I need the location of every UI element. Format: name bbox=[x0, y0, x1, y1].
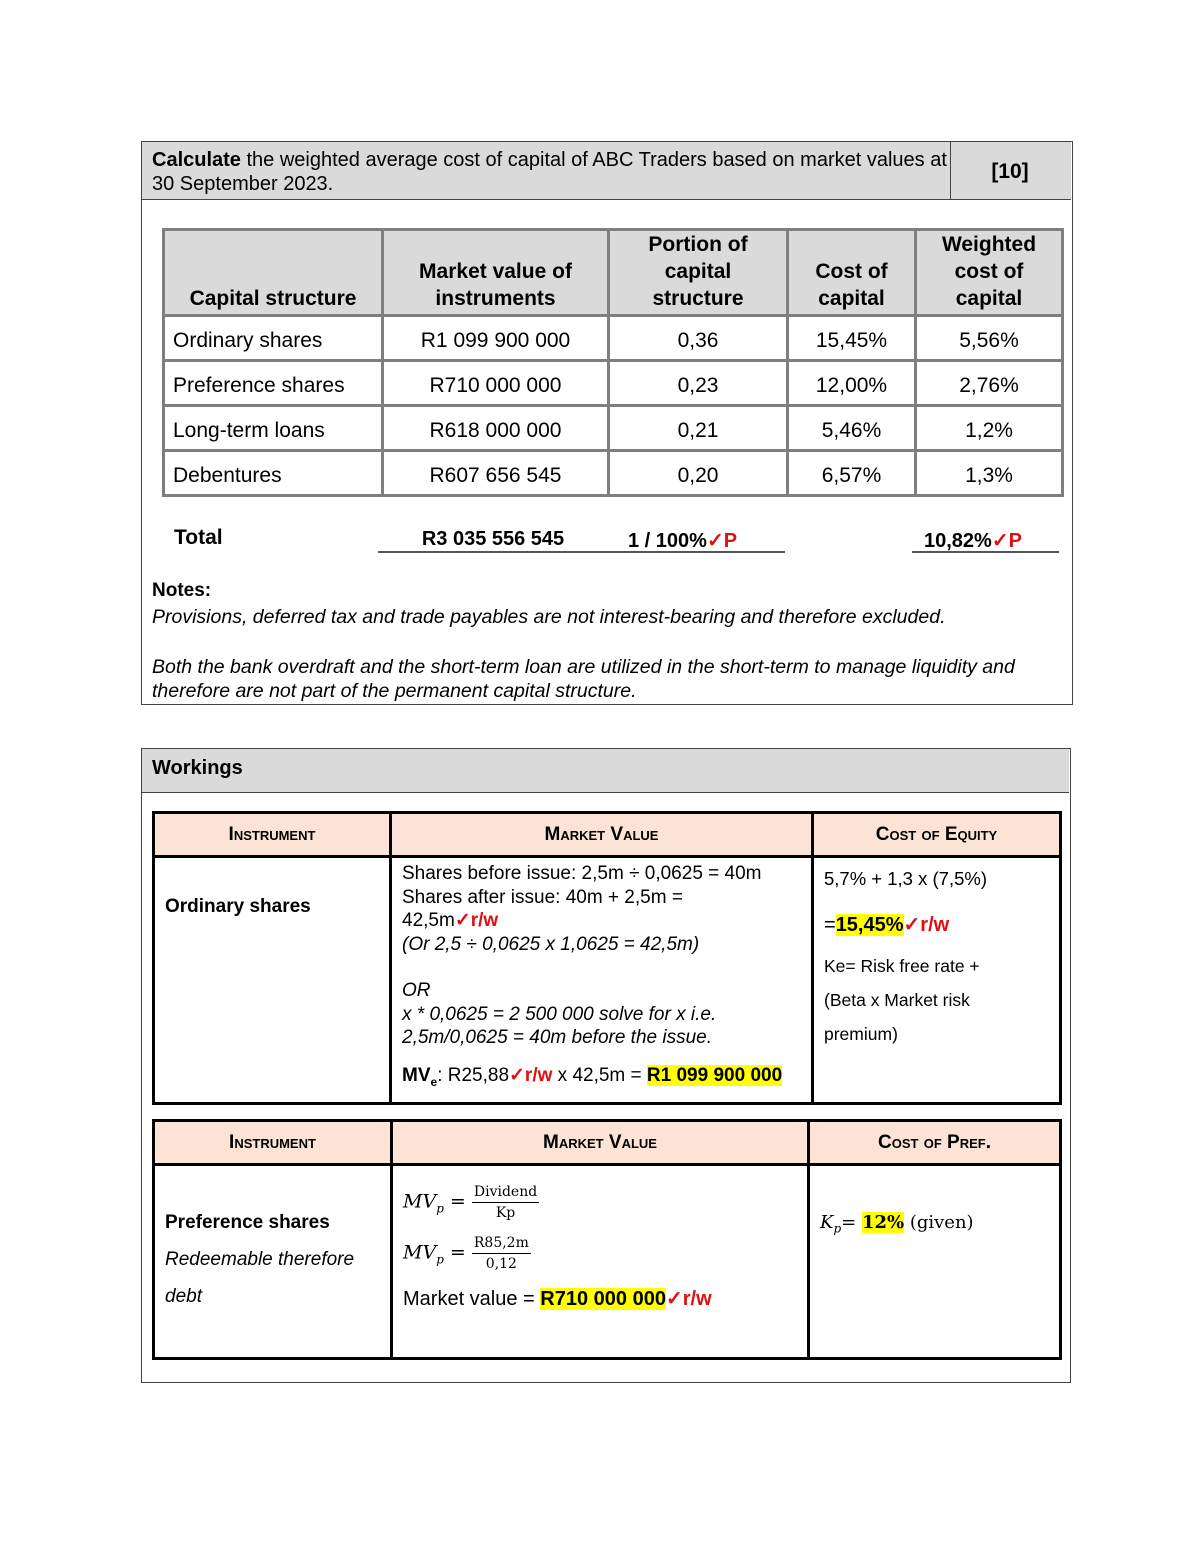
table-header-row bbox=[164, 230, 1063, 316]
row-portion: 0,23 bbox=[609, 361, 788, 406]
row-portion: 0,36 bbox=[609, 316, 788, 361]
header-instrument: Instrument bbox=[154, 1121, 392, 1165]
row-label: Debentures bbox=[164, 451, 383, 496]
table-row bbox=[164, 316, 1063, 361]
capital-structure-table bbox=[162, 228, 1064, 497]
notes-heading: Notes: bbox=[152, 580, 212, 601]
total-label: Total bbox=[174, 526, 223, 549]
header-cost-of-capital: Cost of capital bbox=[788, 230, 916, 316]
market-value-cell bbox=[392, 1165, 809, 1359]
market-value-pref: Market value = R710 000 000✓r/w bbox=[403, 1288, 712, 1310]
check-icon: ✓P bbox=[706, 530, 738, 552]
table-row bbox=[154, 1165, 1061, 1359]
row-cost: 5,46% bbox=[788, 406, 916, 451]
check-icon: ✓r/w bbox=[454, 910, 499, 931]
question-marks: [10] bbox=[991, 160, 1029, 183]
ordinary-shares-table bbox=[152, 811, 1062, 1105]
table-row bbox=[164, 406, 1063, 451]
total-portion-underline bbox=[606, 551, 785, 553]
cost-of-equity-cell: 5,7% + 1,3 x (7,5%) =15,45%✓r/w Ke= Risk free rate + (Beta x Market risk premium) bbox=[813, 857, 1061, 1104]
row-label: Preference shares bbox=[164, 361, 383, 406]
header-instrument: Instrument bbox=[154, 813, 391, 857]
notes-line-2: Both the bank overdraft and the short-term loan are utilized in the short-term to manage liquidity and therefore are not part of the permanent capital structure. bbox=[152, 656, 1015, 702]
row-portion: 0,21 bbox=[609, 406, 788, 451]
check-icon: ✓r/w bbox=[665, 1288, 712, 1310]
table-header-row bbox=[154, 813, 1061, 857]
question-text: Calculate the weighted average cost of capital of ABC Traders based on market values at 30 September 2023. bbox=[152, 149, 947, 195]
header-market-value: Market Value bbox=[391, 813, 813, 857]
row-market-value: R710 000 000 bbox=[383, 361, 609, 406]
check-icon: ✓r/w bbox=[509, 1064, 553, 1086]
row-weighted: 1,3% bbox=[916, 451, 1063, 496]
row-market-value: R1 099 900 000 bbox=[383, 316, 609, 361]
table-row bbox=[164, 451, 1063, 496]
header-portion: Portion of capital structure bbox=[609, 230, 788, 316]
workings-title: Workings bbox=[152, 757, 243, 779]
table-row bbox=[154, 857, 1061, 1104]
row-cost: 15,45% bbox=[788, 316, 916, 361]
market-value-cell: Shares before issue: 2,5m ÷ 0,0625 = 40m Shares after issue: 40m + 2,5m = 42,5m✓r/w (Or 2,5 ÷ 0,0625 x 1,0625 = 42,5m) OR x * 0,0625 = 2 500 000 solve for x i.e. 2,5m/0,0625 = 40m before the issue. $MV_e$: R25,88✓r/w x 42,5m = R1 099 900 000 bbox=[391, 857, 813, 1104]
instrument-cell: Preference shares Redeemable therefore debt bbox=[154, 1165, 392, 1359]
row-market-value: R618 000 000 bbox=[383, 406, 609, 451]
formula-2: $MV_p$ = $\frac{R85,2m}{0,12}$ bbox=[403, 1235, 529, 1272]
row-market-value: R607 656 545 bbox=[383, 451, 609, 496]
header-market-value: Market value of instruments bbox=[383, 230, 609, 316]
header-market-value: Market Value bbox=[392, 1121, 809, 1165]
instrument-cell: Ordinary shares bbox=[154, 857, 391, 1104]
table-row bbox=[164, 361, 1063, 406]
highlighted-value: 12% bbox=[861, 1212, 905, 1233]
fraction: $\frac{R85,2m}{0,12}$ bbox=[473, 1235, 529, 1272]
total-weighted-underline bbox=[912, 551, 1059, 553]
row-weighted: 5,56% bbox=[916, 316, 1063, 361]
row-portion: 0,20 bbox=[609, 451, 788, 496]
header-cost-of-pref: Cost of Pref. bbox=[809, 1121, 1061, 1165]
row-cost: 6,57% bbox=[788, 451, 916, 496]
total-market-value-underline bbox=[378, 551, 606, 553]
check-icon: ✓P bbox=[991, 530, 1022, 552]
total-portion: 1 / 100%✓P bbox=[628, 530, 738, 552]
row-weighted: 1,2% bbox=[916, 406, 1063, 451]
header-cost-of-equity: Cost of Equity bbox=[813, 813, 1061, 857]
header-weighted-cost: Weighted cost of capital bbox=[916, 230, 1063, 316]
row-label: Long-term loans bbox=[164, 406, 383, 451]
preference-shares-table bbox=[152, 1119, 1062, 1360]
total-market-value: R3 035 556 545 bbox=[421, 528, 565, 550]
row-label: Ordinary shares bbox=[164, 316, 383, 361]
header-capital-structure: Capital structure bbox=[164, 230, 383, 316]
total-weighted: 10,82%✓P bbox=[924, 530, 1022, 552]
highlighted-value: R1 099 900 000 bbox=[646, 1064, 783, 1086]
table-header-row bbox=[154, 1121, 1061, 1165]
row-weighted: 2,76% bbox=[916, 361, 1063, 406]
row-cost: 12,00% bbox=[788, 361, 916, 406]
highlighted-value: 15,45% bbox=[835, 914, 904, 936]
cost-of-pref-cell: $K_p= 12\%$ (given) bbox=[809, 1165, 1061, 1359]
highlighted-value: R710 000 000 bbox=[540, 1288, 666, 1310]
market-value-equity: $MV_e$: R25,88✓r/w x 42,5m = R1 099 900 000 bbox=[402, 1064, 783, 1089]
workings-header bbox=[142, 749, 1069, 793]
formula-1: $MV_p$ = $\frac{\text{Dividend}}{Kp}$ bbox=[403, 1184, 538, 1221]
notes-line-1: Provisions, deferred tax and trade payables are not interest-bearing and therefore excluded. bbox=[152, 606, 946, 628]
fraction: $\frac{\text{Dividend}}{Kp}$ bbox=[473, 1184, 538, 1221]
check-icon: ✓r/w bbox=[903, 914, 950, 936]
